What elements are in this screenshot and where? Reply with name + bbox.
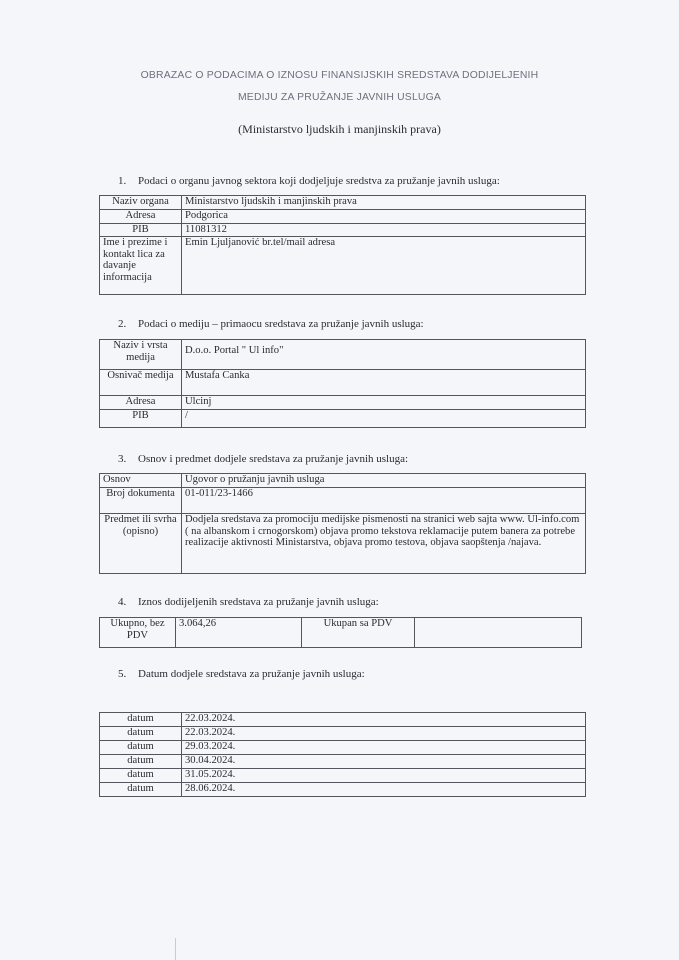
table-row [100, 237, 586, 295]
table-row [100, 410, 586, 428]
table-row [100, 488, 586, 514]
section-2-table [99, 339, 586, 428]
date-value-cell: 31.05.2024. [182, 769, 586, 783]
table-value-cell: D.o.o. Portal " Ul info" [182, 340, 586, 370]
section-4-title: Iznos dodijeljenih sredstava za pružanje javnih usluga: [138, 596, 379, 608]
table-value-cell: Ministarstvo ljudskih i manjinskih prava [182, 196, 586, 210]
section-3-title: Osnov i predmet dodjele sredstava za pružanje javnih usluga: [138, 453, 409, 465]
section-4-number: 4. [118, 596, 127, 608]
section-3-table [99, 473, 586, 574]
table-row [100, 514, 586, 574]
table-label-cell: PIB [100, 224, 182, 237]
table-row [100, 727, 586, 741]
ministry-subtitle: (Ministarstvo ljudskih i manjinskih prava) [238, 122, 441, 136]
table-label-cell: Broj dokumenta [100, 488, 182, 514]
table-label-cell: Naziv i vrsta medija [100, 340, 182, 370]
table-label-cell: Osnivač medija [100, 370, 182, 396]
date-label-cell: datum [100, 713, 182, 727]
section-3-number: 3. [118, 453, 127, 465]
total-without-vat-label: Ukupno, bez PDV [100, 618, 176, 648]
section-2-title: Podaci o mediju – primaocu sredstava za pružanje javnih usluga: [138, 318, 424, 330]
table-row [100, 755, 586, 769]
table-label-cell: Predmet ili svrha (opisno) [100, 514, 182, 574]
table-row [100, 769, 586, 783]
table-label-cell: Ime i prezime i kontakt lica za davanje informacija [100, 237, 182, 295]
section-1-number: 1. [118, 175, 127, 187]
form-title-line-1: OBRAZAC O PODACIMA O IZNOSU FINANSIJSKIH SREDSTAVA DODIJELJENIH [140, 70, 539, 81]
section-5-title: Datum dodjele sredstava za pružanje javnih usluga: [138, 668, 365, 680]
table-value-cell: 01-011/23-1466 [182, 488, 586, 514]
section-4-heading [118, 596, 379, 608]
date-value-cell: 29.03.2024. [182, 741, 586, 755]
table-label-cell: Naziv organa [100, 196, 182, 210]
date-label-cell: datum [100, 755, 182, 769]
table-label-cell: Osnov [100, 474, 182, 488]
section-3-heading [118, 453, 408, 465]
table-row [100, 783, 586, 797]
table-value-cell: Emin Ljuljanović br.tel/mail adresa [182, 237, 586, 295]
section-5-table [99, 712, 586, 797]
table-value-cell: Podgorica [182, 210, 586, 224]
total-with-vat-label: Ukupan sa PDV [302, 618, 415, 648]
date-label-cell: datum [100, 727, 182, 741]
section-4-table [99, 617, 582, 648]
date-value-cell: 22.03.2024. [182, 713, 586, 727]
date-value-cell: 30.04.2024. [182, 755, 586, 769]
table-row [100, 210, 586, 224]
date-value-cell: 28.06.2024. [182, 783, 586, 797]
section-5-heading [118, 668, 365, 680]
table-label-cell: Adresa [100, 210, 182, 224]
scan-mark [175, 938, 176, 960]
table-label-cell: PIB [100, 410, 182, 428]
section-1-title: Podaci o organu javnog sektora koji dodjeljuje sredstva za pružanje javnih usluga: [138, 175, 500, 187]
table-row [100, 396, 586, 410]
table-row [100, 474, 586, 488]
table-row [100, 224, 586, 237]
date-label-cell: datum [100, 769, 182, 783]
form-title-line-2: MEDIJU ZA PRUŽANJE JAVNIH USLUGA [237, 92, 442, 103]
table-value-cell: Mustafa Canka [182, 370, 586, 396]
section-2-number: 2. [118, 318, 127, 330]
table-value-cell: 11081312 [182, 224, 586, 237]
section-5-number: 5. [118, 668, 127, 680]
table-row [100, 196, 586, 210]
date-label-cell: datum [100, 741, 182, 755]
total-without-vat-value: 3.064,26 [176, 618, 302, 648]
table-row [100, 618, 582, 648]
table-row [100, 340, 586, 370]
date-value-cell: 22.03.2024. [182, 727, 586, 741]
table-row [100, 713, 586, 727]
date-label-cell: datum [100, 783, 182, 797]
table-value-cell: Ugovor o pružanju javnih usluga [182, 474, 586, 488]
table-row [100, 741, 586, 755]
section-1-table [99, 195, 586, 295]
table-value-cell: / [182, 410, 586, 428]
section-2-heading [118, 318, 424, 330]
table-row [100, 370, 586, 396]
total-with-vat-value [415, 618, 582, 648]
table-value-cell: Ulcinj [182, 396, 586, 410]
table-value-cell: Dodjela sredstava za promociju medijske pismenosti na stranici web sajta www. Ul-info.com ( na albanskom i crnogorskom) objava promo tekstova reklamacije putem banera za potrebe realizacije aktivnosti Ministarstva, objava promo testova, objava saopštenja /najava. [182, 514, 586, 574]
section-1-heading [118, 175, 500, 187]
table-label-cell: Adresa [100, 396, 182, 410]
